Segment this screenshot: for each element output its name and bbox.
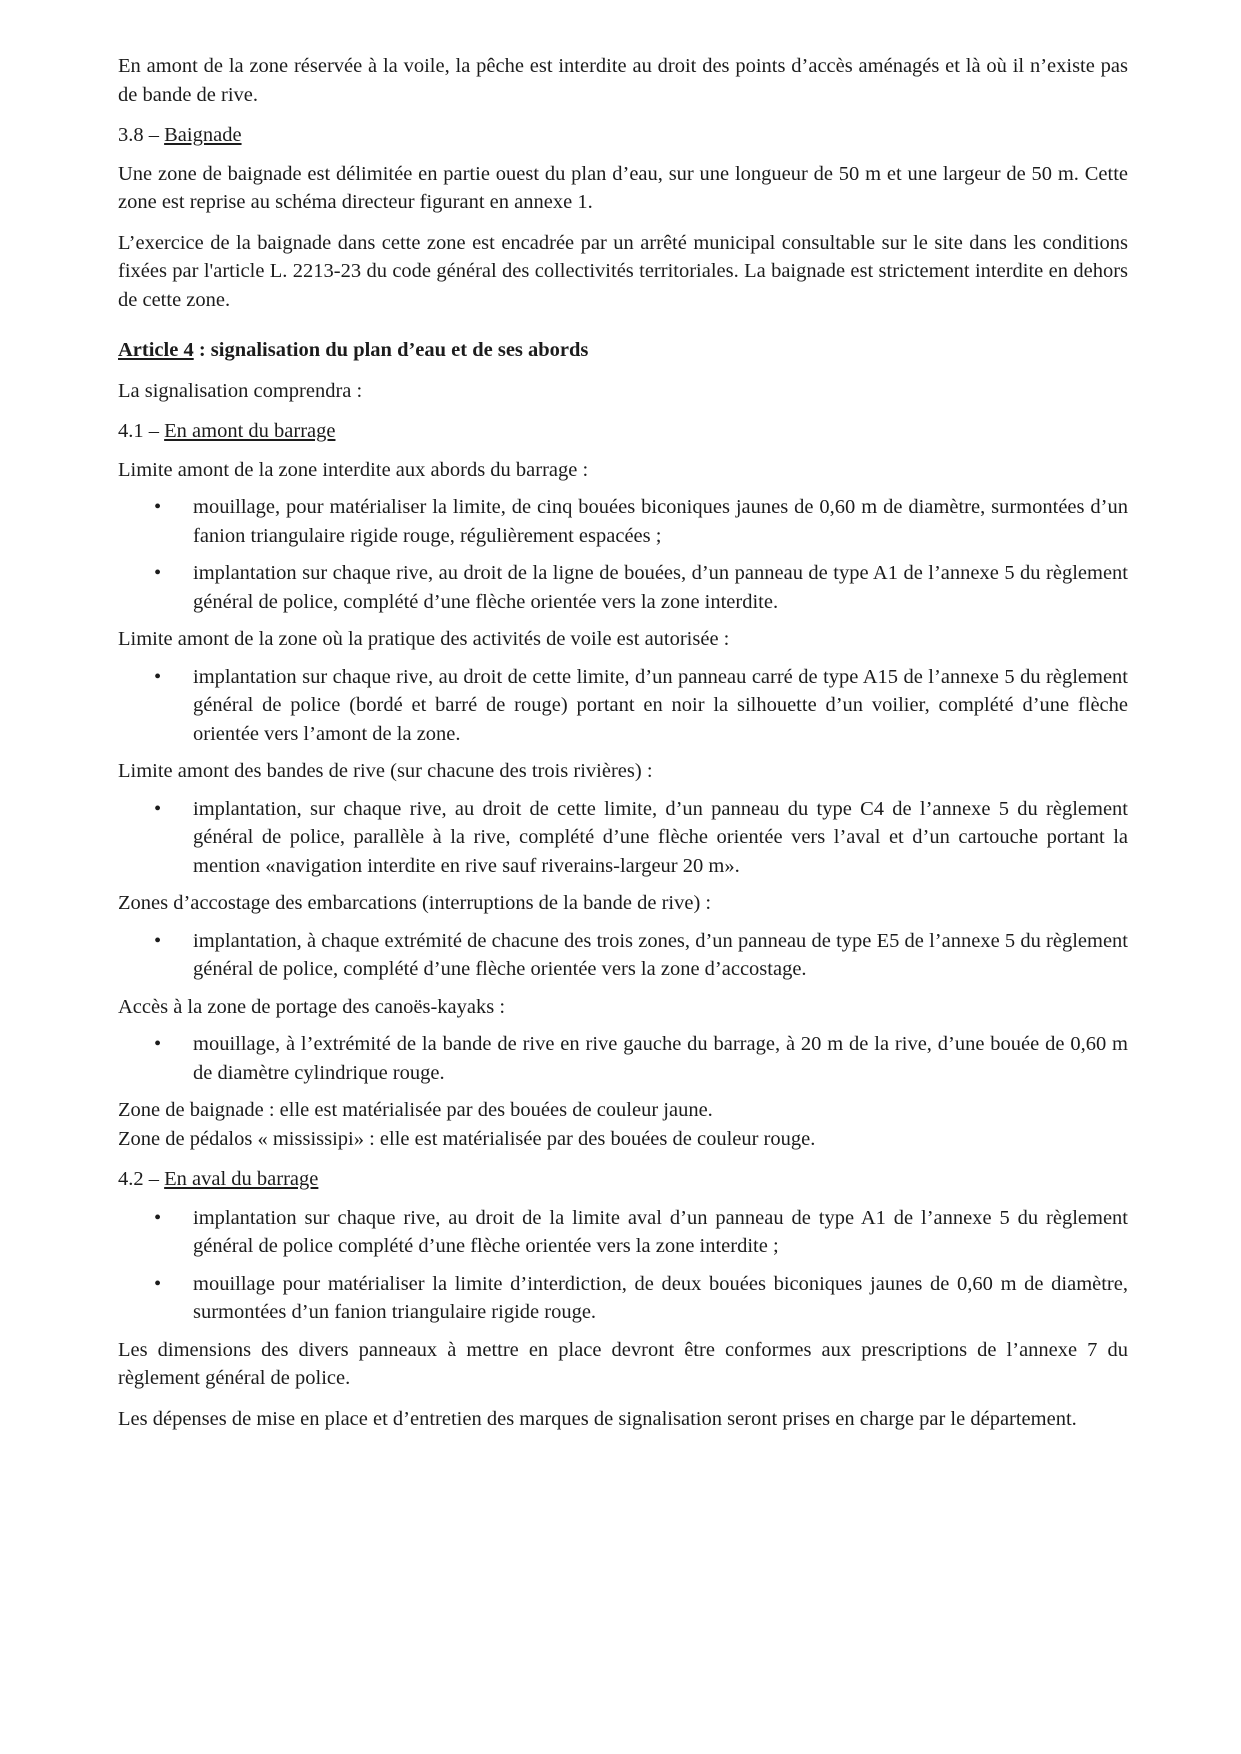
paragraph-dimensions: Les dimensions des divers panneaux à mettre en place devront être conformes aux prescriptions de l’annexe 7 du règlement général de police. bbox=[118, 1338, 1128, 1389]
bullet-icon: • bbox=[154, 665, 162, 688]
group-intro: Limite amont de la zone où la pratique des activités de voile est autorisée : bbox=[118, 628, 730, 650]
group-intro: Accès à la zone de portage des canoës-kayaks : bbox=[118, 995, 506, 1018]
article-label: Article 4 bbox=[118, 339, 194, 361]
group-intro: Zones d’accostage des embarcations (interruptions de la bande de rive) : bbox=[118, 892, 712, 914]
group-intro: Limite amont des bandes de rive (sur chacune des trois rivières) : bbox=[118, 760, 653, 782]
list-item-text: mouillage, à l’extrémité de la bande de rive en rive gauche du barrage, à 20 m de la rive, d’une bouée de 0,60 m de diamètre cylindrique rouge. bbox=[193, 1033, 1128, 1084]
document-page bbox=[118, 52, 1128, 1445]
section-number: 4.1 – bbox=[118, 420, 165, 442]
paragraph-baignade-zone: Une zone de baignade est délimitée en partie ouest du plan d’eau, sur une longueur de 50 m et une largeur de 50 m. Cette zone est reprise au schéma directeur figurant en annexe 1. bbox=[118, 162, 1128, 213]
section-heading-4-2 bbox=[118, 1165, 1128, 1194]
group-intro: Limite amont de la zone interdite aux abords du barrage : bbox=[118, 458, 589, 481]
section-title: Baignade bbox=[164, 124, 242, 146]
section-heading-4-1 bbox=[118, 417, 1128, 446]
list-item bbox=[118, 663, 1128, 749]
section-title: En aval du barrage bbox=[164, 1168, 319, 1190]
bullet-icon: • bbox=[154, 1272, 162, 1295]
paragraph-signalisation: La signalisation comprendra : bbox=[118, 379, 363, 402]
bullet-list bbox=[118, 795, 1128, 881]
list-item bbox=[118, 1270, 1128, 1327]
list-item-text: implantation, à chaque extrémité de chacune des trois zones, d’un panneau de type E5 de l’annexe 5 du règlement général de police, complété d’une flèche orientée vers la zone d’accostage. bbox=[193, 929, 1128, 980]
paragraph-depenses: Les dépenses de mise en place et d’entretien des marques de signalisation seront prises en charge par le département. bbox=[118, 1407, 1077, 1430]
bullet-icon: • bbox=[154, 929, 162, 952]
list-item bbox=[118, 559, 1128, 616]
bullet-list bbox=[118, 927, 1128, 984]
list-item-text: implantation sur chaque rive, au droit de cette limite, d’un panneau carré de type A15 de l’annexe 5 du règlement général de police (bordé et barré de rouge) portant en noir la silhouette d’un voilier, complété d’une flèche orientée vers l’amont de la zone. bbox=[193, 665, 1128, 745]
list-item-text: implantation sur chaque rive, au droit de la limite aval d’un panneau de type A1 de l’annexe 5 du règlement général de police complété d’une flèche orientée vers la zone interdite ; bbox=[193, 1206, 1128, 1257]
section-number: 3.8 – bbox=[118, 124, 165, 146]
bullet-list bbox=[118, 493, 1128, 616]
section-heading-3-8 bbox=[118, 121, 1128, 150]
bullet-icon: • bbox=[154, 1206, 162, 1229]
article-title: : signalisation du plan d’eau et de ses abords bbox=[193, 339, 589, 361]
list-item bbox=[118, 1030, 1128, 1087]
list-item-text: mouillage pour matérialiser la limite d’interdiction, de deux bouées biconiques jaunes de 0,60 m de diamètre, surmontées d’un fanion triangulaire rigide rouge. bbox=[193, 1272, 1128, 1323]
paragraph-zone-baignade: Zone de baignade : elle est matérialisée par des bouées de couleur jaune. bbox=[118, 1099, 713, 1121]
bullet-list bbox=[118, 663, 1128, 749]
article-4-heading bbox=[118, 336, 1128, 365]
list-item bbox=[118, 795, 1128, 881]
paragraph-zone-pedalos: Zone de pédalos « mississipi» : elle est matérialisée par des bouées de couleur rouge. bbox=[118, 1127, 816, 1150]
bullet-icon: • bbox=[154, 496, 162, 518]
bullet-list bbox=[118, 1204, 1128, 1327]
paragraph-peche: En amont de la zone réservée à la voile, la pêche est interdite au droit des points d’accès aménagés et là où il n’existe pas de bande de rive. bbox=[118, 55, 1128, 106]
list-item-text: implantation, sur chaque rive, au droit de cette limite, d’un panneau du type C4 de l’annexe 5 du règlement général de police, parallèle à la rive, complété d’une flèche orientée vers l’aval et d’un cartouche portant la mention «navigation interdite en rive sauf riverains-largeur 20 m». bbox=[193, 797, 1128, 877]
section-title: En amont du barrage bbox=[164, 420, 336, 442]
bullet-icon: • bbox=[154, 797, 162, 820]
paragraph-baignade-arrete: L’exercice de la baignade dans cette zone est encadrée par un arrêté municipal consultable sur le site dans les conditions fixées par l'article L. 2213-23 du code général des collectivités territoriales. La baignade est strictement interdite en dehors de cette zone. bbox=[118, 231, 1128, 311]
bullet-icon: • bbox=[154, 1033, 162, 1055]
bullet-list bbox=[118, 1030, 1128, 1087]
list-item bbox=[118, 927, 1128, 984]
list-item bbox=[118, 493, 1128, 550]
list-item-text: mouillage, pour matérialiser la limite, de cinq bouées biconiques jaunes de 0,60 m de diamètre, surmontées d’un fanion triangulaire rigide rouge, régulièrement espacées ; bbox=[193, 496, 1128, 547]
section-number: 4.2 – bbox=[118, 1168, 165, 1190]
list-item-text: implantation sur chaque rive, au droit de la ligne de bouées, d’un panneau de type A1 de l’annexe 5 du règlement général de police, complété d’une flèche orientée vers la zone interdite. bbox=[193, 562, 1128, 613]
bullet-icon: • bbox=[154, 562, 162, 584]
list-item bbox=[118, 1204, 1128, 1261]
